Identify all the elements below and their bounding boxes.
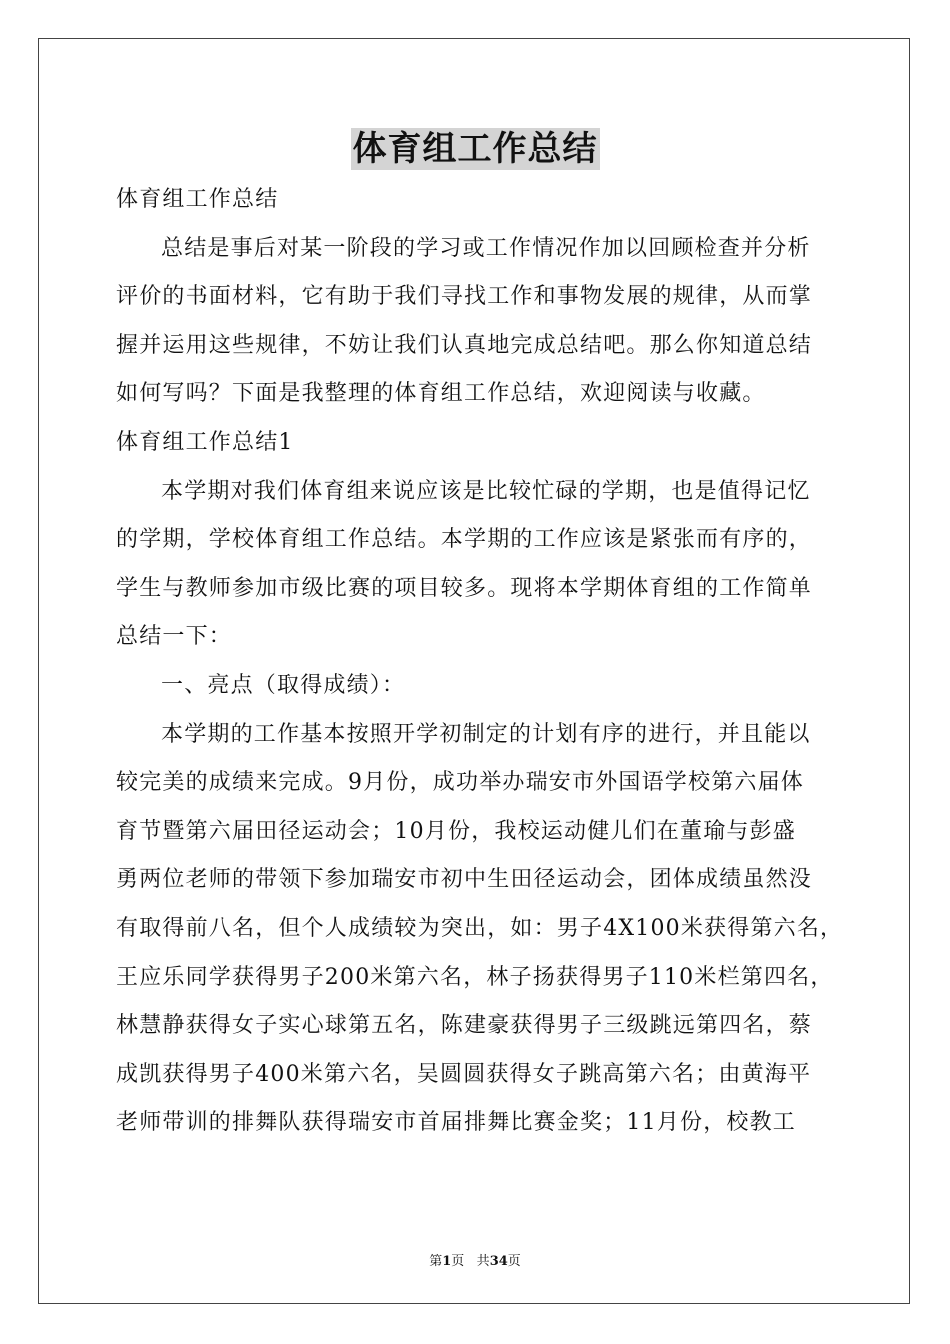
page-footer (0, 1250, 950, 1269)
text-line: 有取得前八名，但个人成绩较为突出，如：男子4X100米获得第六名， (116, 915, 844, 941)
footer-total-prefix: 共 (476, 1254, 490, 1269)
text-line: 本学期的工作基本按照开学初制定的计划有序的进行，并且能以 (161, 721, 811, 747)
text-line: 体育组工作总结1 (116, 429, 294, 455)
text-line: 较完美的成绩来完成。9月份，成功举办瑞安市外国语学校第六届体 (116, 770, 804, 796)
text-line: 评价的书面材料，它有助于我们寻找工作和事物发展的规律，从而掌 (116, 284, 813, 310)
text-line: 握并运用这些规律，不妨让我们认真地完成总结吧。那么你知道总结 (116, 332, 813, 358)
text-line: 如何写吗？下面是我整理的体育组工作总结，欢迎阅读与收藏。 (116, 381, 766, 407)
text-line: 一、亮点（取得成绩）： (161, 672, 406, 698)
text-line: 老师带训的排舞队获得瑞安市首届排舞比赛金奖；11月份，校教工 (116, 1110, 796, 1136)
text-line: 的学期，学校体育组工作总结。本学期的工作应该是紧张而有序的， (116, 527, 813, 553)
text-line: 总结一下： (116, 624, 233, 650)
text-line: 林慧静获得女子实心球第五名，陈建豪获得男子三级跳远第四名，蔡 (116, 1013, 813, 1039)
footer-page-suffix: 页 (451, 1254, 465, 1269)
document-body (116, 176, 844, 1148)
document-title: 体育组工作总结 (352, 129, 598, 169)
text-line: 成凯获得男子400米第六名，吴圆圆获得女子跳高第六名；由黄海平 (116, 1061, 812, 1087)
text-line: 体育组工作总结 (116, 187, 279, 212)
text-line: 王应乐同学获得男子200米第六名，林子扬获得男子110米栏第四名， (116, 964, 834, 990)
text-line: 学生与教师参加市级比赛的项目较多。现将本学期体育组的工作简单 (116, 575, 813, 601)
footer-total-pages: 34 (489, 1254, 508, 1269)
footer-total-suffix: 页 (507, 1254, 521, 1269)
footer-page-prefix: 第 (429, 1254, 443, 1269)
text-line: 总结是事后对某一阶段的学习或工作情况作加以回顾检查并分析 (161, 235, 811, 261)
text-line: 本学期对我们体育组来说应该是比较忙碌的学期，也是值得记忆 (161, 478, 811, 504)
text-line: 育节暨第六届田径运动会；10月份，我校运动健儿们在董瑜与彭盛 (116, 818, 796, 844)
title-container (0, 128, 950, 170)
footer-page-number: 1 (442, 1254, 452, 1269)
text-line: 勇两位老师的带领下参加瑞安市初中生田径运动会，团体成绩虽然没 (116, 867, 813, 893)
